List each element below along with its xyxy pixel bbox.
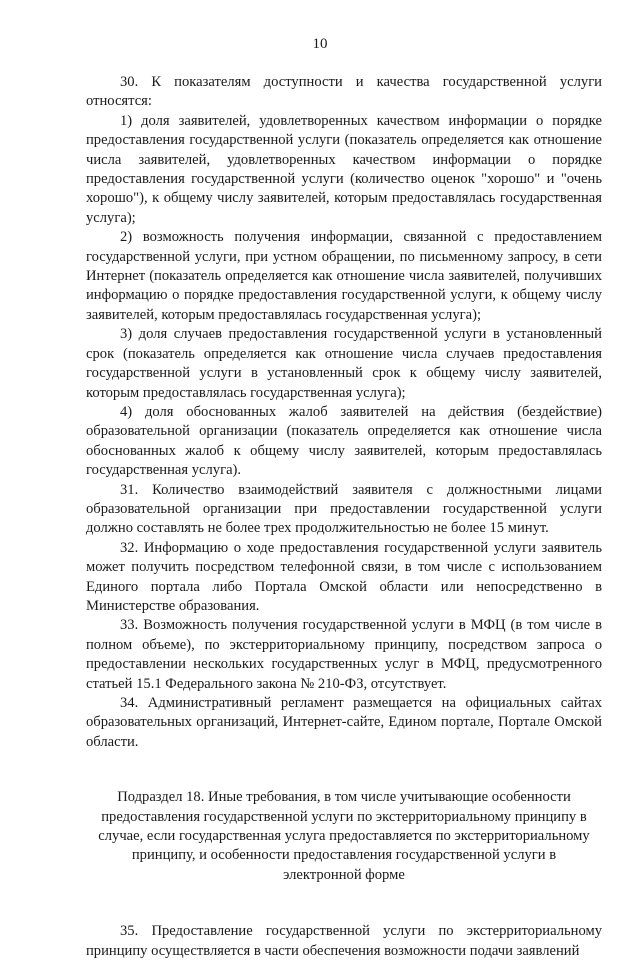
paragraph-30-item-4: 4) доля обоснованных жалоб заявителей на действия (бездействие) образовательной организации (показатель определяется как отношение числа обоснованных жалоб к общему числу заявителей, которым предоставлялась государственная услуга).: [86, 403, 602, 479]
paragraph-30-item-1: 1) доля заявителей, удовлетворенных качеством информации о порядке предоставления государственной услуги (показатель определяется как отношение числа заявителей, удовлетворенных качеством информации о порядке предоставления государственной услуги (количество оценок "хорошо" и "очень хорошо"), к общему числу заявителей, которым предоставлялась государственная услуга);: [86, 112, 602, 226]
paragraph-30-item-3: 3) доля случаев предоставления государственной услуги в установленный срок (показатель определяется как отношение числа случаев предоставления государственной услуги в установленный срок к общему числу заявителей, которым предоставлялась государственная услуга);: [86, 326, 602, 401]
document-body: [86, 73, 602, 961]
paragraph-33: 33. Возможность получения государственной услуги в МФЦ (в том числе в полном объеме), по экстерриториальному принципу, посредством запроса о предоставлении нескольких государственных услуг в МФЦ, предусмотренного статьей 15.1 Федерального закона № 210-ФЗ, отсутствует.: [86, 617, 602, 692]
paragraph-34: 34. Административный регламент размещается на официальных сайтах образовательных организаций, Интернет-сайте, Едином портале, Портале Омской области.: [86, 695, 602, 750]
paragraph-31: 31. Количество взаимодействий заявителя с должностными лицами образовательной организации при предоставлении государственной услуги должно составлять не более трех продолжительностью не более 15 минут.: [86, 481, 602, 537]
paragraph-30-item-2: 2) возможность получения информации, связанной с предоставлением государственной услуги, при устном обращении, по письменному запросу, в сети Интернет (показатель определяется как отношение числа заявителей, получивших информацию о порядке предоставления государственной услуги, к общему числу заявителей, которым предоставлялась государственная услуга);: [86, 229, 602, 323]
paragraph-32: 32. Информацию о ходе предоставления государственной услуги заявитель может получить посредством телефонной связи, в том числе с использованием Единого портала либо Портала Омской области или непосредственно в Министерстве образования.: [86, 539, 602, 614]
paragraph-35: 35. Предоставление государственной услуги по экстерриториальному принципу осуществляется в части обеспечения возможности подачи заявлений: [86, 923, 602, 959]
paragraph-30: 30. К показателям доступности и качества государственной услуги относятся:: [86, 74, 602, 110]
page-number: 10: [312, 36, 328, 52]
section-heading: Подраздел 18. Иные требования, в том числе учитывающие особенности предоставления государственной услуги по экстерриториальному принципу в случае, если государственная услуга предоставляется по экстерриториальному принципу, и особенности предоставления государственной услуги в электронной форме: [98, 789, 590, 883]
